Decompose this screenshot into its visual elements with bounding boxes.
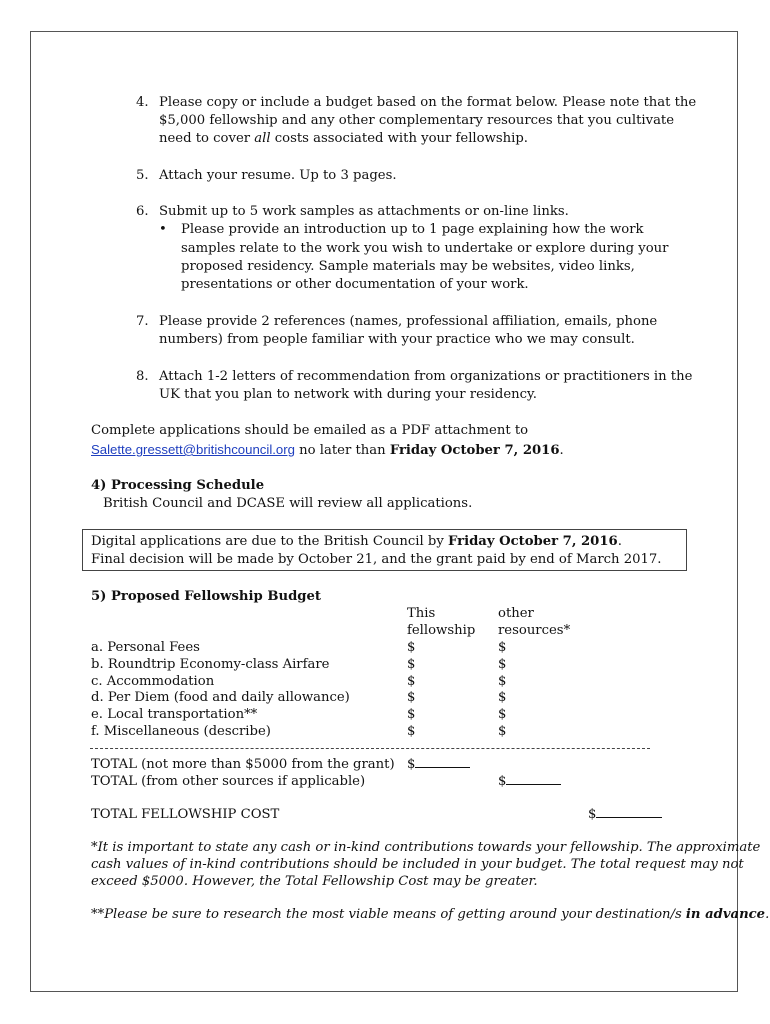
total-grant-label: TOTAL (not more than $5000 from the grant) (91, 757, 395, 772)
total-cost-field[interactable]: $ (588, 806, 662, 824)
row-value[interactable]: $ (498, 640, 507, 655)
column-header: other (498, 606, 534, 621)
row-value[interactable]: $ (407, 707, 416, 722)
row-label: d. Per Diem (food and daily allowance) (91, 690, 350, 705)
total-cost-label: TOTAL FELLOWSHIP COST (91, 807, 280, 822)
item-number: 7. (136, 314, 149, 329)
item-text: UK that you plan to network with during your residency. (159, 387, 537, 402)
item-text: Attach your resume. Up to 3 pages. (159, 168, 397, 183)
item-number: 8. (136, 369, 149, 384)
total-grant-field[interactable]: $ (407, 756, 470, 774)
column-header: resources* (498, 623, 571, 638)
budget-heading: 5) Proposed Fellowship Budget (91, 589, 322, 604)
row-value[interactable]: $ (407, 657, 416, 672)
row-value[interactable]: $ (407, 724, 416, 739)
row-value[interactable]: $ (407, 690, 416, 705)
submission-text: Complete applications should be emailed as a PDF attachment to (91, 423, 529, 438)
note-line: *It is important to state any cash or in-kind contributions towards your fellowship. The approximate (91, 840, 761, 855)
item-text: proposed residency. Sample materials may be websites, video links, (181, 259, 635, 274)
column-header: fellowship (407, 623, 476, 638)
row-value[interactable]: $ (498, 707, 507, 722)
submission-line: Salette.gressett@britishcouncil.org no later than Friday October 7, 2016. (91, 442, 564, 458)
row-label: e. Local transportation** (91, 707, 258, 722)
item-number: 5. (136, 168, 149, 183)
email-link[interactable]: Salette.gressett@britishcouncil.org (91, 442, 295, 457)
item-number: 4. (136, 95, 149, 110)
item-text: Please provide an introduction up to 1 page explaining how the work (181, 222, 644, 237)
item-number: 6. (136, 204, 149, 219)
item-text: presentations or other documentation of your work. (181, 277, 529, 292)
notice-line: Digital applications are due to the British Council by Friday October 7, 2016. (91, 534, 622, 549)
dashed-divider (90, 748, 650, 749)
row-label: f. Miscellaneous (describe) (91, 724, 271, 739)
total-other-label: TOTAL (from other sources if applicable) (91, 774, 366, 789)
row-value[interactable]: $ (407, 674, 416, 689)
note-line: cash values of in-kind contributions should be included in your budget. The total request may not (91, 857, 744, 872)
bullet-icon: • (159, 222, 167, 237)
item-text: $5,000 fellowship and any other complementary resources that you cultivate (159, 113, 675, 128)
item-text: need to cover all costs associated with your fellowship. (159, 131, 528, 146)
column-header: This (407, 606, 436, 621)
item-text: Submit up to 5 work samples as attachments or on-line links. (159, 204, 569, 219)
item-text: Attach 1-2 letters of recommendation from organizations or practitioners in the (159, 369, 693, 384)
item-text: Please copy or include a budget based on the format below. Please note that the (159, 95, 697, 110)
row-value[interactable]: $ (498, 724, 507, 739)
item-text: numbers) from people familiar with your practice who we may consult. (159, 332, 635, 347)
processing-text: British Council and DCASE will review all applications. (103, 496, 473, 511)
transport-note: **Please be sure to research the most viable means of getting around your destination/s in advance. (91, 907, 770, 922)
row-label: b. Roundtrip Economy-class Airfare (91, 657, 330, 672)
row-value[interactable]: $ (498, 690, 507, 705)
notice-line: Final decision will be made by October 21, and the grant paid by end of March 2017. (91, 552, 662, 567)
row-label: c. Accommodation (91, 674, 215, 689)
note-line: exceed $5000. However, the Total Fellowship Cost may be greater. (91, 874, 538, 889)
row-value[interactable]: $ (498, 674, 507, 689)
row-value[interactable]: $ (498, 657, 507, 672)
item-text: Please provide 2 references (names, professional affiliation, emails, phone (159, 314, 658, 329)
processing-heading: 4) Processing Schedule (91, 478, 265, 493)
item-text: samples relate to the work you wish to undertake or explore during your (181, 241, 669, 256)
row-value[interactable]: $ (407, 640, 416, 655)
row-label: a. Personal Fees (91, 640, 200, 655)
total-other-field[interactable]: $ (498, 773, 561, 791)
